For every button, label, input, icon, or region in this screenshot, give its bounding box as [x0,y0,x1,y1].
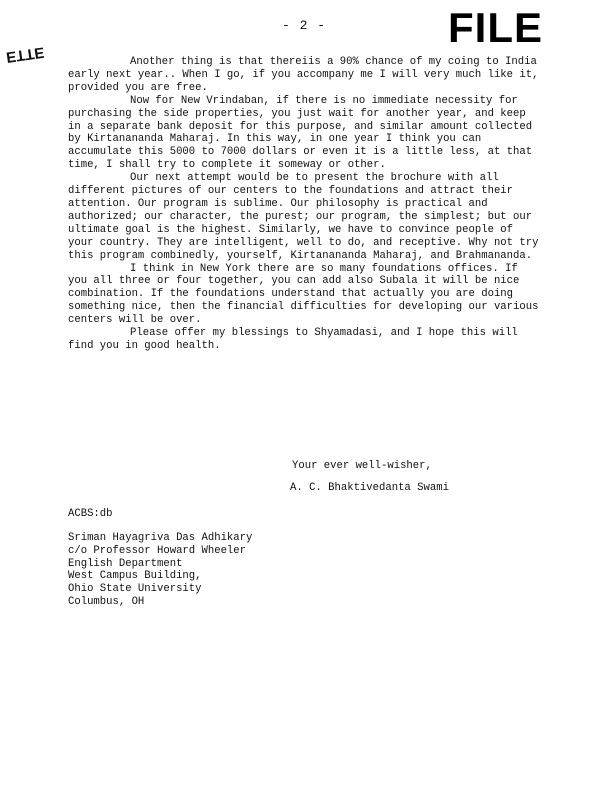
paragraph-brochure: Our next attempt would be to present the brochure with all different pictures of our centers to the foundations and attract their attention. Our program is sublime. Our philosophy is practical and authorized; our character, the purest; our program, the simplest; but our ultimate goal is the highest. Similarly, we have to convince people of your country. They are intelligent, well to do, and receptive. Why not try this program combinedly, yourself, Kirtanananda Maharaj, and Brahmananda. [68,172,539,262]
typist-initials: ACBS:db [68,508,113,520]
file-stamp: FILE [448,4,543,51]
paragraph-chance-india: Another thing is that thereiis a 90% chance of my coing to India early next year.. When I go, if you accompany me I will very much like it, provided you are free. [68,56,539,94]
recipient-address [68,532,252,609]
address-line: West Campus Building, [68,570,202,583]
paragraph-new-vrindaban: Now for New Vrindaban, if there is no immediate necessity for purchasing the side properties, you just wait for another year, and keep in a separate bank deposit for this purpose, and similar amount collected by Kirtanananda Maharaj. In this way, in one year I think you can accumulate this 5000 to 7000 dollars or even it is a little less, at that time, I shall try to complete it someway or other. [68,94,533,172]
address-line: English Department [68,557,183,570]
letter-body [68,56,542,353]
address-line: Columbus, OH [68,595,145,608]
closing-salutation: Your ever well-wisher, [292,460,432,472]
address-line: c/o Professor Howard Wheeler [68,544,247,557]
paragraph-blessings: Please offer my blessings to Shyamadasi, and I hope this will find you in good health. [68,327,518,352]
margin-mark: ƎΤΤƎ [5,43,46,66]
signature-name: A. C. Bhaktivedanta Swami [290,482,449,494]
address-line: Sriman Hayagriva Das Adhikary [68,532,253,544]
address-line: Ohio State University [68,583,202,596]
page-number: - 2 - [282,18,327,33]
paragraph-foundations: I think in New York there are so many foundations offices. If you all three or four together, you can add also Subala it will be nice combination. If the foundations understand that actually you are doing something nice, then the financial difficulties for developing our various centers will be over. [68,262,539,327]
